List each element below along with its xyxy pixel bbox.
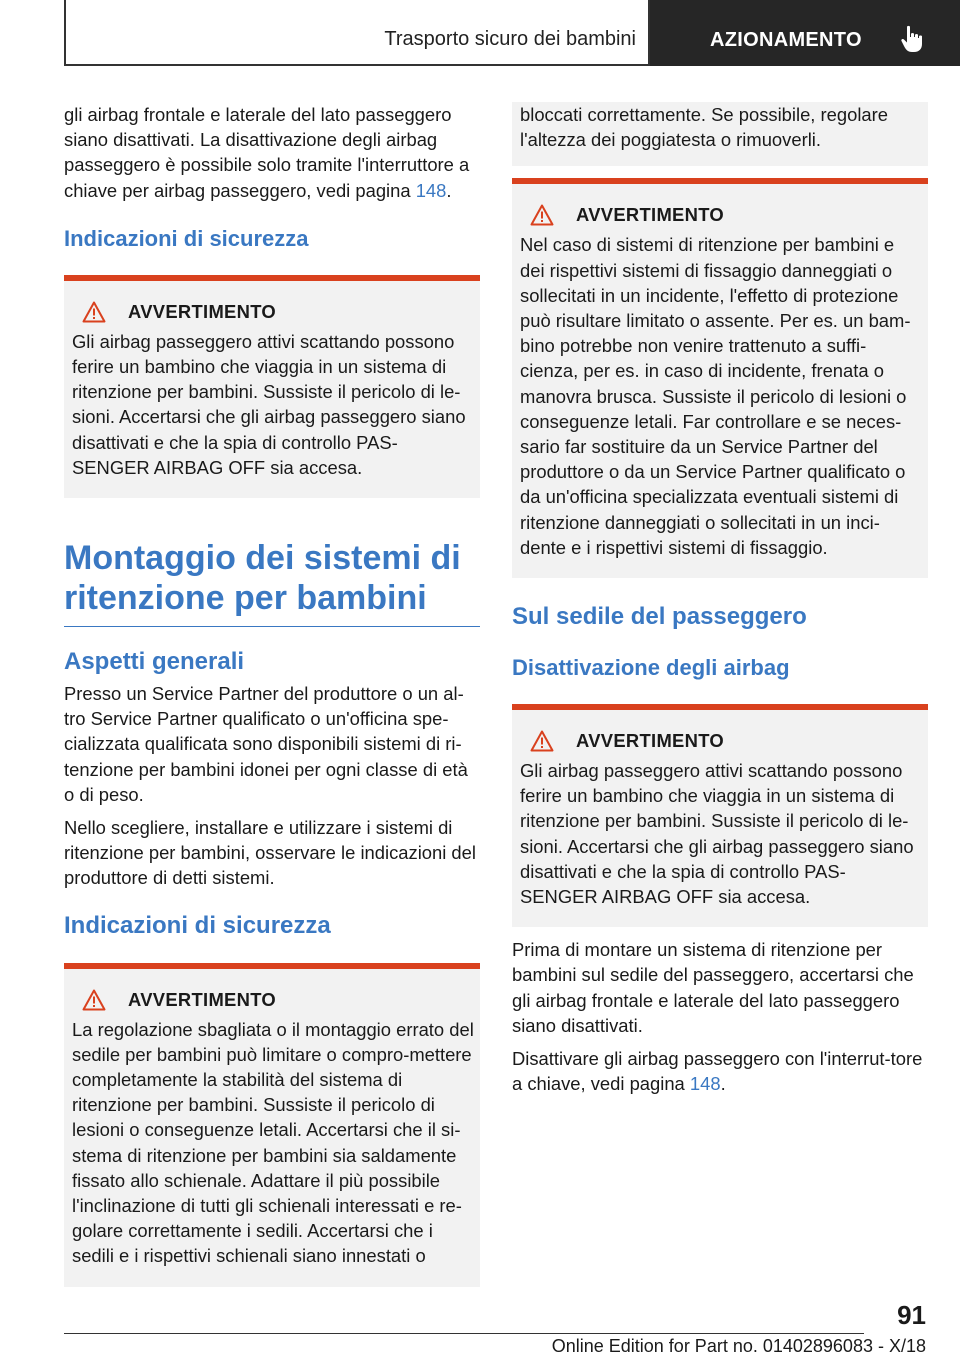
passenger-paragraph-2 (512, 1046, 928, 1096)
page-header (64, 0, 960, 66)
general-heading: Aspetti generali (64, 648, 245, 676)
right-column (512, 102, 928, 1104)
warning-box-2 (64, 963, 480, 1287)
warning-title: AVVERTIMENTO (128, 300, 277, 322)
intro-paragraph (64, 102, 480, 203)
continued-text: bloccati correttamente. Se possibile, regolare l'altezza dei poggiatesta o rimuoverli. (520, 104, 889, 151)
footer-edition: Online Edition for Part no. 01402896083 - X/18 (551, 1336, 926, 1356)
warning-title: AVVERTIMENTO (576, 730, 725, 752)
warning-box-4 (512, 704, 928, 927)
warning-box-3 (512, 178, 928, 578)
page-number: 91 (897, 1300, 926, 1330)
p2-text: Disattivare gli airbag passeggero con l'interrut-tore a chiave, vedi pagina (512, 1048, 923, 1095)
general-paragraph-1: Presso un Service Partner del produttore o un al-tro Service Partner qualificato o un'officina spe-cializzata qualificata sono disponibili sistemi di ri-tenzione per bambini idonei per ogni classe di età o di peso. (64, 683, 468, 805)
general-paragraph-2: Nello scegliere, installare e utilizzare i sistemi di ritenzione per bambini, osservare le indicazioni del produttore di detti sistemi. (64, 817, 476, 889)
warning-text: Nel caso di sistemi di ritenzione per bambini e dei rispettivi sistemi di fissaggio danneggiati o sollecitati in un incidente, l'effetto di protezione può risultare limitato o assente. Per es. un bam-bino potrebbe non venire trattenuto a suffi-cienza, per es. in caso di incidente, frenata o manovra brusca. Sussiste il pericolo di lesioni o conseguenze letali. Far controllare e se neces-sario far sostituire da un Service Partner del produttore o da un Service Partner qualificato o da un'officina specializzata eventuali sistemi di ritenzione danneggiati o sollecitati in un inci-dente e i rispettivi sistemi di fissaggio. (520, 234, 911, 558)
footer-divider (64, 1333, 864, 1334)
header-chapter-box (650, 0, 960, 66)
pointing-hand-icon (898, 24, 928, 54)
warning-triangle-icon (82, 301, 106, 323)
page-link-148[interactable]: 148 (689, 1073, 721, 1095)
chapter-title: Montaggio dei sistemi di ritenzione per bambini (64, 538, 480, 627)
warning-triangle-icon (530, 730, 554, 752)
safety-heading-1: Indicazioni di sicurezza (64, 225, 309, 251)
header-section-box (64, 0, 650, 66)
warning-triangle-icon (530, 204, 554, 226)
header-chapter-title: AZIONAMENTO (710, 29, 862, 51)
warning-text: Gli airbag passeggero attivi scattando possono ferire un bambino che viaggia in un sistema di ritenzione per bambini. Sussiste il pericolo di le-sioni. Accertarsi che gli airbag passeggero siano disattivati e che la spia di controllo PAS-SENGER AIRBAG OFF sia accesa. (520, 760, 914, 908)
intro-text: gli airbag frontale e laterale del lato passeggero siano disattivati. La disattivazione degli airbag passeggero è possibile solo tramite l'interruttore a chiave per airbag passeggero, vedi pagina (64, 104, 470, 201)
warning-box-1 (64, 275, 480, 498)
p2-end: . (720, 1073, 726, 1095)
header-section-title: Trasporto sicuro dei bambini (384, 28, 636, 50)
deactivation-heading: Disattivazione degli airbag (512, 655, 790, 681)
safety-heading-2: Indicazioni di sicurezza (64, 911, 331, 939)
warning-header (520, 730, 922, 752)
intro-end: . (446, 179, 452, 201)
warning-title: AVVERTIMENTO (128, 988, 277, 1010)
warning-text: La regolazione sbagliata o il montaggio errato del sedile per bambini può limitare o compro-mettere completamente la stabilità del sistema di ritenzione per bambini. Sussiste il pericolo di lesioni o conseguenze letali. Accertarsi che il si-stema di ritenzione per bambini sia saldamente fissato allo schienale. Adattare il più possibile l'inclinazione di tutti gli schienali interessati e re-golare correttamente i sedili. Accertarsi che i sedili e i rispettivi schienali siano innestati o (72, 1018, 474, 1267)
warning-header (520, 204, 922, 226)
warning-triangle-icon (82, 989, 106, 1011)
left-column (64, 102, 480, 1287)
warning-title: AVVERTIMENTO (576, 204, 725, 226)
passenger-paragraph-1: Prima di montare un sistema di ritenzione per bambini sul sedile del passeggero, accertarsi che gli airbag frontale e laterale del lato passeggero siano disattivati. (512, 939, 914, 1036)
page-link-148[interactable]: 148 (415, 179, 447, 201)
warning-header (72, 989, 474, 1011)
passenger-heading: Sul sedile del passeggero (512, 603, 807, 631)
warning-header (72, 301, 474, 323)
warning-text: Gli airbag passeggero attivi scattando possono ferire un bambino che viaggia in un sistema di ritenzione per bambini. Sussiste il pericolo di le-sioni. Accertarsi che gli airbag passeggero siano disattivati e che la spia di controllo PAS-SENGER AIRBAG OFF sia accesa. (72, 330, 466, 478)
warning-continued (512, 102, 928, 166)
